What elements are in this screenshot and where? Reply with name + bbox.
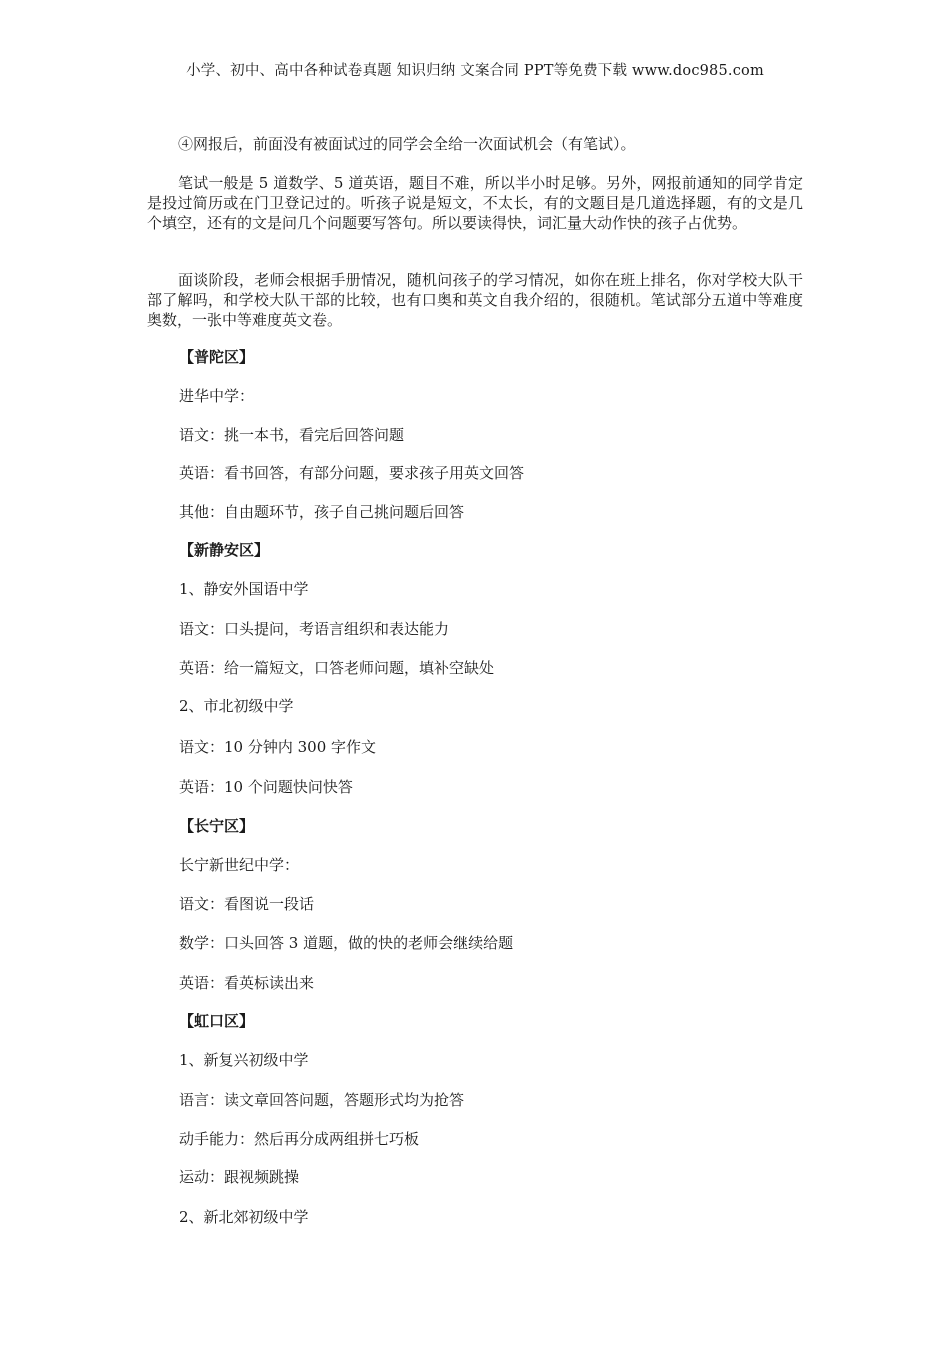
- subject-line: 数学：口头回答 3 道题，做的快的老师会继续给题: [179, 934, 514, 952]
- subject-line: 英语：看书回答，有部分问题，要求孩子用英文回答: [179, 464, 525, 482]
- subject-line: 运动：跟视频跳操: [179, 1168, 300, 1186]
- section-heading-hongkou: 【虹口区】: [179, 1012, 255, 1030]
- subject-line: 其他：自由题环节，孩子自己挑问题后回答: [179, 503, 465, 521]
- subject-line: 语文：看图说一段话: [179, 895, 315, 913]
- subject-line: 语文：挑一本书，看完后回答问题: [179, 426, 405, 444]
- subject-line: 语文：10 分钟内 300 字作文: [179, 738, 377, 756]
- paragraph-written-test: 笔试一般是 5 道数学、5 道英语，题目不难，所以半小时足够。另外，网报前通知的同学肯定是投过简历或在门卫登记过的。听孩子说是短文，不太长，有的文题目是几道选择题，有的文是几个填空，还有的文是问几个问题要写答句。所以要读得快，词汇量大动作快的孩子占优势。: [147, 174, 803, 232]
- subject-line: 英语：10 个问题快问快答: [179, 778, 353, 796]
- subject-line: 英语：看英标读出来: [179, 974, 315, 992]
- paragraph-online-registration: ④网报后，前面没有被面试过的同学会全给一次面试机会（有笔试）。: [178, 135, 636, 153]
- subject-line: 语文：口头提问，考语言组织和表达能力: [179, 620, 450, 638]
- school-name: 1、静安外国语中学: [179, 580, 309, 598]
- school-name: 进华中学：: [179, 387, 255, 405]
- subject-line: 动手能力：然后再分成两组拼七巧板: [179, 1130, 420, 1148]
- school-name: 2、新北郊初级中学: [179, 1208, 309, 1226]
- page-header: 小学、初中、高中各种试卷真题 知识归纳 文案合同 PPT等免费下载 www.doc985.com: [186, 63, 764, 79]
- section-heading-changning: 【长宁区】: [179, 817, 255, 835]
- paragraph-interview: 面谈阶段，老师会根据手册情况，随机问孩子的学习情况，如你在班上排名，你对学校大队干部了解吗，和学校大队干部的比较，也有口奥和英文自我介绍的，很随机。笔试部分五道中等难度奥数，一张中等难度英文卷。: [147, 271, 803, 329]
- subject-line: 语言：读文章回答问题，答题形式均为抢答: [179, 1091, 465, 1109]
- school-name: 长宁新世纪中学：: [179, 856, 300, 874]
- school-name: 1、新复兴初级中学: [179, 1051, 309, 1069]
- section-heading-putuo: 【普陀区】: [179, 348, 255, 366]
- school-name: 2、市北初级中学: [179, 697, 294, 715]
- subject-line: 英语：给一篇短文，口答老师问题，填补空缺处: [179, 659, 495, 677]
- section-heading-jingan: 【新静安区】: [179, 541, 270, 559]
